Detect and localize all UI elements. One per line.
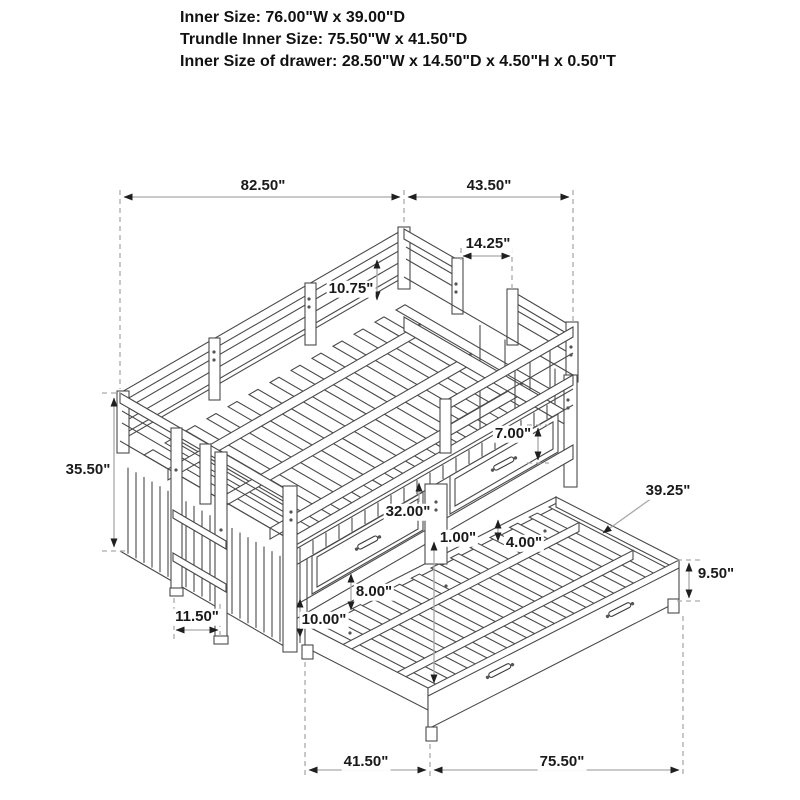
dim-label-slat-spacing: 4.00" — [505, 533, 543, 551]
trundle-inner-size-text: Trundle Inner Size: 75.50"W x 41.50"D — [180, 31, 468, 48]
dim-label-top-width: 82.50" — [240, 176, 286, 194]
dim-label-trundle-clearance: 1.00" — [439, 528, 477, 546]
dim-label-trundle-length: 75.50" — [539, 752, 585, 770]
dim-label-guard-rail-height: 10.75" — [328, 279, 374, 297]
inner-size-text: Inner Size: 76.00"W x 39.00"D — [180, 9, 406, 26]
dim-label-under-bed-opening: 8.00" — [355, 582, 393, 600]
dim-label-under-bed-clearance: 10.00" — [301, 610, 347, 628]
dim-label-overall-height: 35.50" — [65, 460, 111, 478]
dim-label-ladder-depth: 11.50" — [175, 607, 219, 625]
dim-label-trundle-width: 39.25" — [645, 481, 691, 499]
dim-label-trundle-face-height: 9.50" — [697, 564, 735, 582]
drawer-inner-size-text: Inner Size of drawer: 28.50"W x 14.50"D x 4.50"H x 0.50"T — [180, 53, 616, 70]
dim-label-trundle-depth: 41.50" — [343, 752, 389, 770]
dim-label-drawer-opening: 32.00" — [385, 502, 431, 520]
dim-label-head-width: 43.50" — [466, 176, 512, 194]
dim-label-rail-gap: 14.25" — [465, 234, 511, 252]
dim-label-drawer-height: 7.00" — [494, 424, 532, 442]
